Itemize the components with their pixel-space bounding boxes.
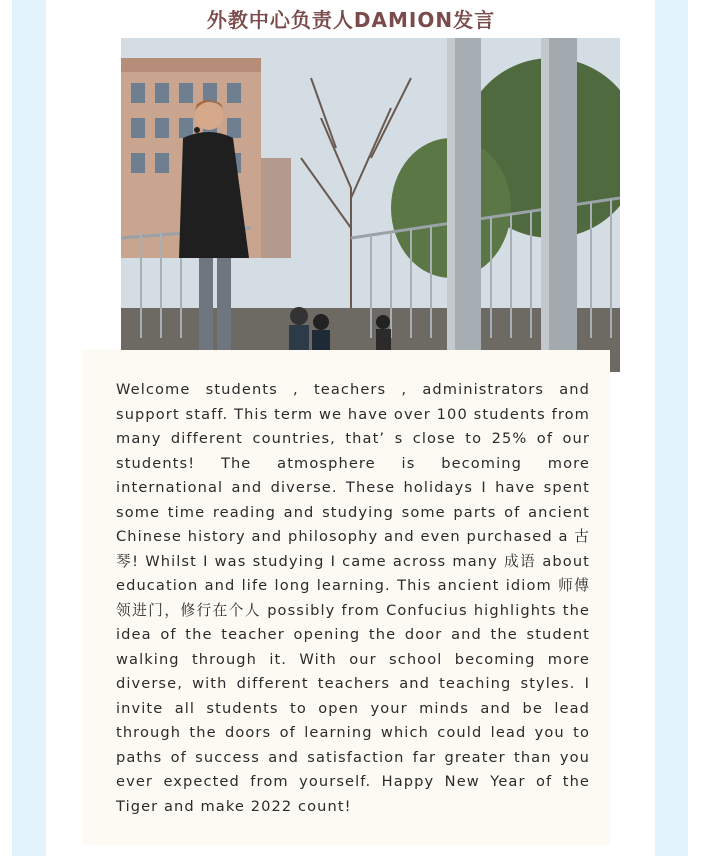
- left-decorative-band: [12, 0, 46, 856]
- right-decorative-band: [655, 0, 688, 856]
- article-title: 外教中心负责人DAMION发言: [206, 8, 496, 32]
- speech-text: Welcome students , teachers , administrators and support staff. This term we have over 100 students from many different countries, that’ s close to 25% of our students! The atmosphere is becoming more international and diverse. These holidays I have spent some time reading and studying some parts of ancient Chinese history and philosophy and even purchased a 古琴! Whilst I was studying I came across many 成语 about education and life long learning. This ancient idiom 师傅领进门，修行在个人 possibly from Confucius highlights the idea of the teacher opening the door and the student walking through it. With our school becoming more diverse, with different teachers and teaching styles. I invite all students to open your minds and be lead through the doors of learning which could lead you to paths of success and satisfaction far greater than you ever expected from yourself. Happy New Year of the Tiger and make 2022 count!: [116, 381, 590, 815]
- speaker-photo: [121, 38, 620, 372]
- speaker-photo-illustration: [121, 38, 620, 372]
